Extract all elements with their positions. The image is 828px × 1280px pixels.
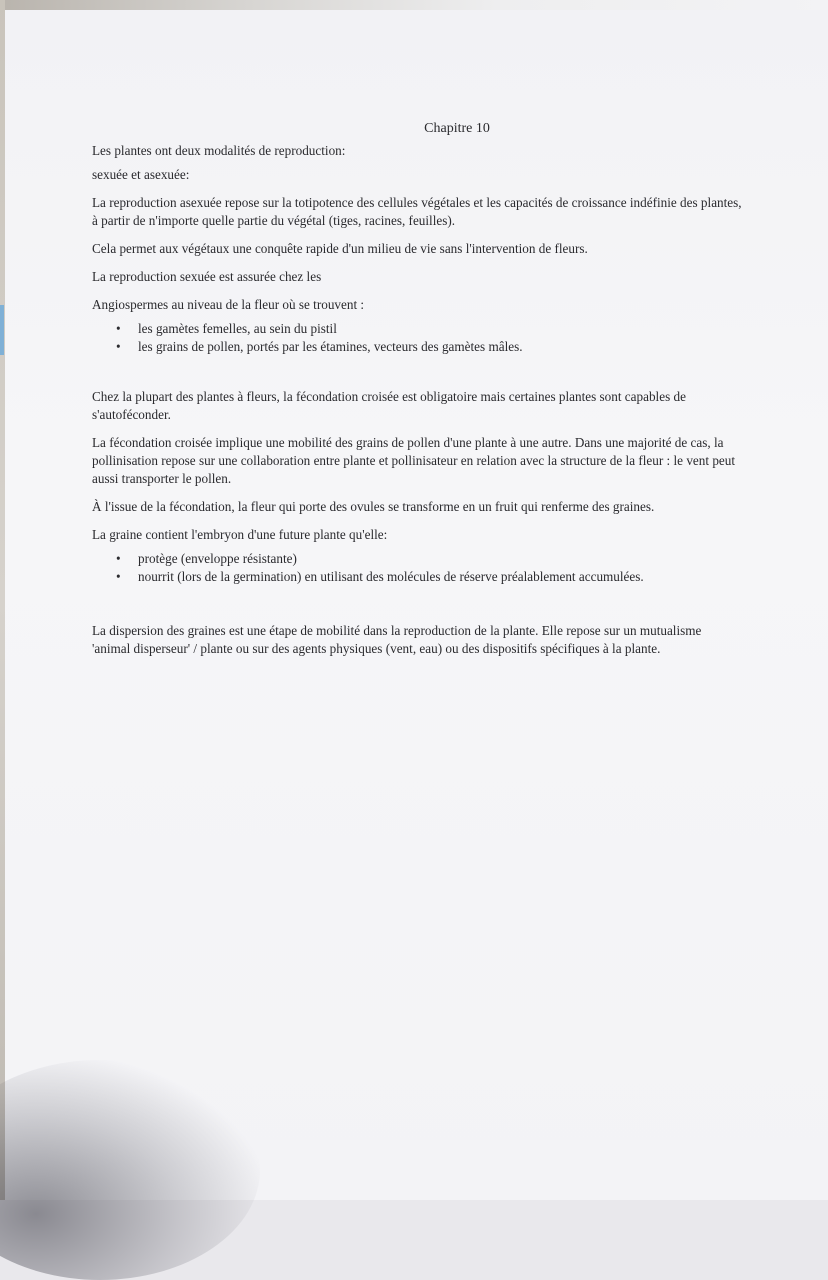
paragraph-fruit: À l'issue de la fécondation, la fleur qui porte des ovules se transforme en un fruit qui renferme des graines. [92,499,655,514]
blue-margin-mark [0,305,4,355]
paper-left-edge [0,0,5,1200]
chapter-title: Chapitre 10 [424,121,490,136]
list-item: • protège (enveloppe résistante) [138,550,742,568]
list-graine [92,550,742,586]
paragraph-sexuee-asexuee: sexuée et asexuée: [92,167,190,182]
spacer [92,366,742,388]
list-item: • nourrit (lors de la germination) en utilisant des molécules de réserve préalablement accumulées. [138,568,742,586]
paragraph-fecondation-croisee: Chez la plupart des plantes à fleurs, la fécondation croisée est obligatoire mais certaines plantes sont capables de s'autoféconder. [92,389,686,422]
paragraph-modalites: Les plantes ont deux modalités de reproduction: [92,143,346,158]
document-body [92,120,742,668]
paragraph-angiospermes: Angiospermes au niveau de la fleur où se trouvent : [92,297,365,312]
list-fleur [92,320,742,356]
paragraph-dispersion: La dispersion des graines est une étape de mobilité dans la reproduction de la plante. Elle repose sur un mutualisme 'animal disperseur' / plante ou sur des agents physiques (vent, eau) ou des dispositifs spécifiques à la plante. [92,623,702,656]
paragraph-graine: La graine contient l'embryon d'une future plante qu'elle: [92,527,388,542]
paragraph-reproduction-sexuee: La reproduction sexuée est assurée chez les [92,269,322,284]
paragraph-reproduction-asexuee: La reproduction asexuée repose sur la totipotence des cellules végétales et les capacités de croissance indéfinie des plantes, à partir de n'importe quelle partie du végétal (tiges, racines, feuilles). [92,195,742,228]
spacer [92,596,742,622]
paragraph-conquete: Cela permet aux végétaux une conquête rapide d'un milieu de vie sans l'intervention de fleurs. [92,241,588,256]
paper-top-edge [0,0,828,10]
paragraph-pollinisation: La fécondation croisée implique une mobilité des grains de pollen d'une plante à une autre. Dans une majorité de cas, la pollinisation repose sur une collaboration entre plante et pollinisateur en relation avec la structure de la fleur : le vent peut aussi transporter le pollen. [92,435,736,486]
list-item: • les gamètes femelles, au sein du pistil [138,320,742,338]
list-item: • les grains de pollen, portés par les étamines, vecteurs des gamètes mâles. [138,338,742,356]
